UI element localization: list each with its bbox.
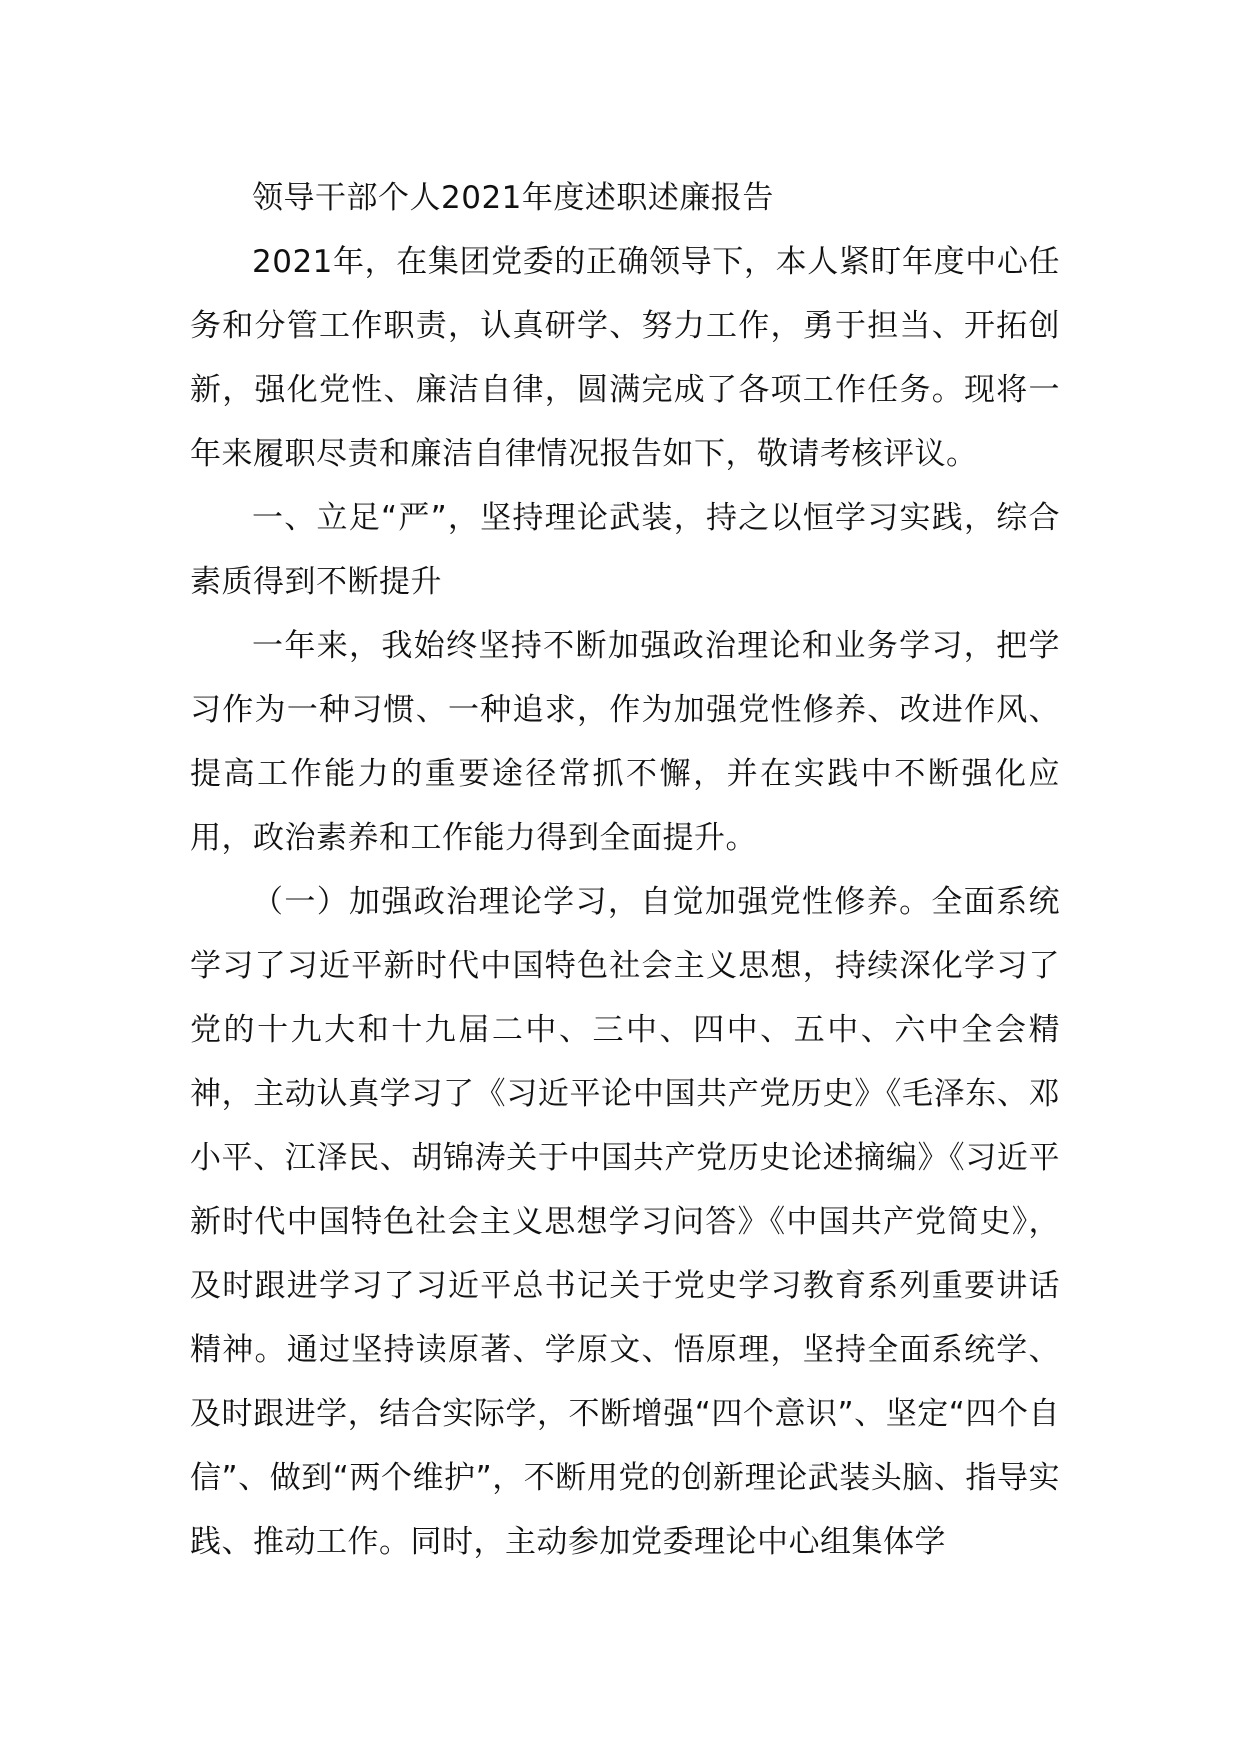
paragraph-intro: 2021年，在集团党委的正确领导下，本人紧盯年度中心任务和分管工作职责，认真研学、努力工作，勇于担当、开拓创新，强化党性、廉洁自律，圆满完成了各项工作任务。现将一年来履职尽责和廉洁自律情况报告如下，敬请考核评议。	[190, 244, 1060, 472]
document-body	[190, 166, 1060, 1574]
paragraph-section-one-summary: 一年来，我始终坚持不断加强政治理论和业务学习，把学习作为一种习惯、一种追求，作为加强党性修养、改进作风、提高工作能力的重要途径常抓不懈，并在实践中不断强化应用，政治素养和工作能力得到全面提升。	[190, 628, 1060, 856]
paragraph-subsection-one: （一）加强政治理论学习，自觉加强党性修养。全面系统学习了习近平新时代中国特色社会主义思想，持续深化学习了党的十九大和十九届二中、三中、四中、五中、六中全会精神，主动认真学习了《习近平论中国共产党历史》《毛泽东、邓小平、江泽民、胡锦涛关于中国共产党历史论述摘编》《习近平新时代中国特色社会主义思想学习问答》《中国共产党简史》，及时跟进学习了习近平总书记关于党史学习教育系列重要讲话精神。通过坚持读原著、学原文、悟原理，坚持全面系统学、及时跟进学，结合实际学，不断增强“四个意识”、坚定“四个自信”、做到“两个维护”，不断用党的创新理论武装头脑、指导实践、推动工作。同时，主动参加党委理论中心组集体学	[190, 884, 1060, 1560]
section-heading-one: 一、立足“严”，坚持理论武装，持之以恒学习实践，综合素质得到不断提升	[190, 500, 1060, 600]
document-title: 领导干部个人2021年度述职述廉报告	[252, 180, 774, 216]
